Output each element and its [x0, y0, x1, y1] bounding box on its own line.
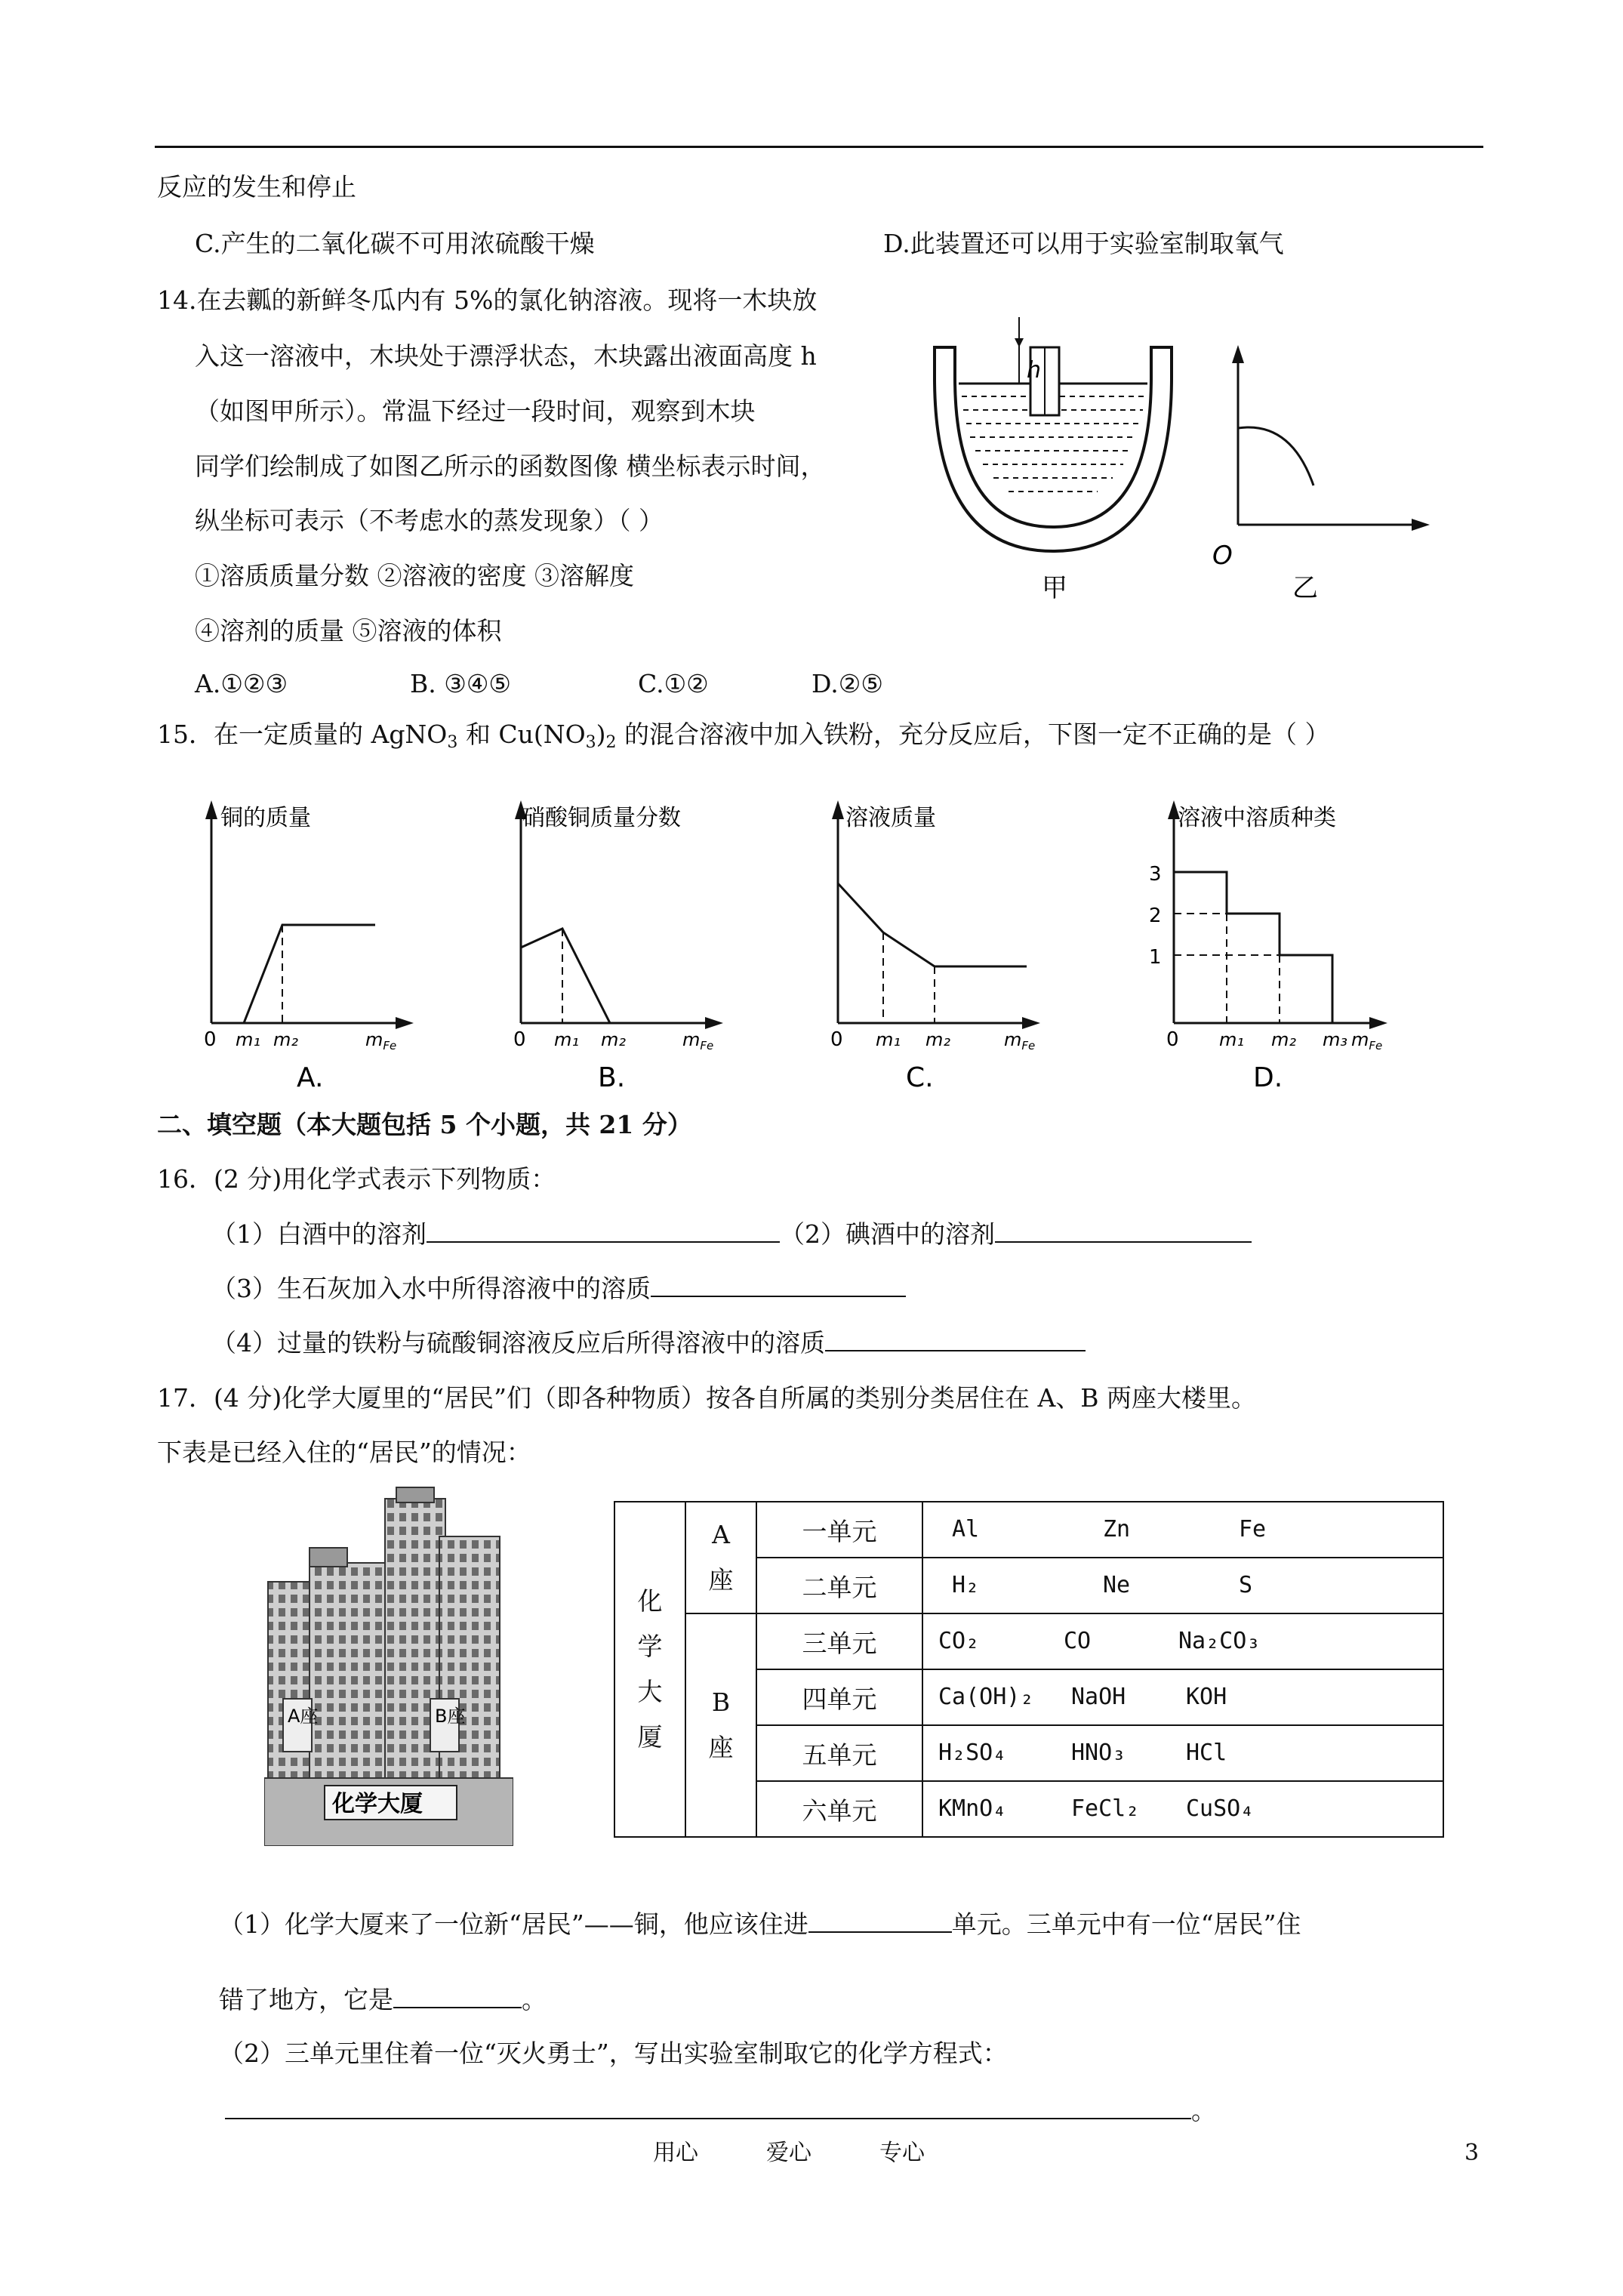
yi-label: 乙: [1292, 573, 1318, 603]
ytick-label: 2: [1149, 905, 1162, 927]
q14-line: ④溶剂的质量 ⑤溶液的体积: [195, 616, 502, 646]
answer-blank[interactable]: [427, 1219, 780, 1243]
tick-label: m₂: [601, 1029, 626, 1050]
tick-label: m₂: [273, 1029, 298, 1050]
unit-label: 四单元: [756, 1669, 922, 1725]
q14-option: C.①②: [638, 669, 709, 698]
q14-option: D.②⑤: [812, 669, 883, 698]
continued-text: 反应的发生和停止: [157, 172, 356, 202]
footer-word: 用心: [653, 2140, 698, 2166]
answer-blank[interactable]: [225, 2095, 1191, 2119]
tick-label: m₂: [1271, 1029, 1296, 1050]
q17-sub2-answer: 。: [225, 2095, 1216, 2126]
answer-blank[interactable]: [995, 1219, 1252, 1243]
building-b-sign: B座: [435, 1706, 466, 1727]
unit-label: 五单元: [756, 1725, 922, 1781]
tick-label: 0: [1166, 1028, 1179, 1051]
tick-label: $m_{Fe}$: [682, 1029, 714, 1052]
ytick-label: 1: [1149, 946, 1162, 969]
origin-label: O: [1212, 541, 1233, 571]
q17-stem: 下表是已经入住的“居民”的情况：: [157, 1438, 531, 1467]
q14-option: B. ③④⑤: [410, 669, 511, 698]
unit-label: 三单元: [756, 1613, 922, 1669]
tick-label: $m_{Fe}$: [365, 1029, 397, 1052]
residents-table: [614, 1501, 1444, 1838]
graph-a: [189, 797, 415, 1099]
footer-word: 爱心: [766, 2140, 812, 2166]
q17-sub1: （1）化学大厦来了一位新“居民”——铜，他应该住进 单元。三单元中有一位“居民”住: [219, 1909, 1301, 1939]
q14-line: 入这一溶液中，木块处于漂浮状态，木块露出液面高度 h: [195, 341, 817, 371]
table-row: Ca(OH)₂ NaOH KOH: [922, 1669, 1443, 1725]
tick-label: m₃: [1323, 1029, 1347, 1050]
q13-option-d: D.此装置还可以用于实验室制取氧气: [883, 229, 1284, 258]
tick-label: 0: [513, 1028, 526, 1051]
answer-blank[interactable]: [825, 1327, 1086, 1351]
table-row: KMnO₄ FeCl₂ CuSO₄: [922, 1781, 1443, 1837]
tick-label: m₁: [876, 1029, 901, 1050]
table-row: H₂SO₄ HNO₃ HCl: [922, 1725, 1443, 1781]
h-label: h: [1027, 357, 1042, 384]
tick-label: m₁: [1219, 1029, 1244, 1050]
unit-label: 六单元: [756, 1781, 922, 1837]
graph-c-caption: C.: [906, 1062, 934, 1093]
graph-d: [1132, 797, 1404, 1099]
graph-b-ylabel: 硝酸铜质量分数: [522, 805, 681, 831]
answer-blank[interactable]: [393, 1984, 522, 2008]
q17-sub2: （2）三单元里住着一位“灭火勇士”，写出实验室制取它的化学方程式：: [219, 2039, 1008, 2068]
graph-a-ylabel: 铜的质量: [220, 805, 311, 831]
q16-stem: 16．(2 分)用化学式表示下列物质：: [157, 1164, 556, 1194]
q14-line: 14.在去瓤的新鲜冬瓜内有 5%的氯化钠溶液。现将一木块放: [157, 285, 818, 315]
graph-b-caption: B.: [598, 1062, 626, 1093]
tick-label: 0: [830, 1028, 843, 1051]
q14-line: ①溶质质量分数 ②溶液的密度 ③溶解度: [195, 561, 634, 590]
building-b-cell: B 座: [685, 1613, 756, 1837]
tick-label: $m_{Fe}$: [1004, 1029, 1036, 1052]
graph-a-caption: A.: [297, 1062, 324, 1093]
tick-label: m₁: [554, 1029, 579, 1050]
q14-line: 纵坐标可表示（不考虑水的蒸发现象）（ ）: [195, 506, 664, 535]
unit-label: 二单元: [756, 1558, 922, 1613]
graph-b: [498, 797, 725, 1099]
figure-jia: [929, 302, 1178, 604]
q15-stem: 15．在一定质量的 AgNO$_3$ 和 $Cu(NO_3)_2$ 的混合溶液中加入铁粉，充分反应后，下图一定不正确的是（ ）: [157, 720, 1330, 752]
table-row: CO₂ CO Na₂CO₃: [922, 1613, 1443, 1669]
graph-c-ylabel: 溶液质量: [845, 805, 936, 831]
building-image: [264, 1484, 513, 1846]
table-row: Al Zn Fe: [922, 1502, 1443, 1558]
q13-option-c: C.产生的二氧化碳不可用浓硫酸干燥: [195, 229, 595, 258]
page-number: 3: [1464, 2140, 1480, 2166]
table-title-cell: 化 学 大 厦: [614, 1502, 685, 1837]
figure-yi: [1208, 344, 1434, 604]
q14-line: 同学们绘制成了如图乙所示的函数图像 横坐标表示时间，: [195, 451, 826, 481]
building-a-cell: A 座: [685, 1502, 756, 1613]
q16-item: （3）生石灰加入水中所得溶液中的溶质: [211, 1273, 906, 1304]
ytick-label: 3: [1149, 863, 1162, 886]
unit-label: 一单元: [756, 1502, 922, 1558]
tick-label: 0: [204, 1028, 217, 1051]
graph-c: [815, 797, 1064, 1099]
table-row: H₂ Ne S: [922, 1558, 1443, 1613]
answer-blank[interactable]: [651, 1273, 906, 1297]
tick-label: m₁: [236, 1029, 260, 1050]
building-name-sign: 化学大厦: [332, 1791, 423, 1817]
tick-label: m₂: [925, 1029, 950, 1050]
q14-line: （如图甲所示）。常温下经过一段时间，观察到木块: [195, 396, 756, 426]
q14-option: A.①②③: [195, 669, 288, 698]
q17-sub1-cont: 错了地方，它是 。: [219, 1985, 547, 2014]
header-rule: [155, 146, 1483, 148]
q17-stem: 17．(4 分)化学大厦里的“居民”们（即各种物质）按各自所属的类别分类居住在 A、B 两座大楼里。: [157, 1383, 1257, 1413]
answer-blank[interactable]: [808, 1909, 952, 1933]
graph-d-ylabel: 溶液中溶质种类: [1178, 805, 1336, 831]
building-a-sign: A座: [288, 1706, 319, 1727]
q16-item: （1）白酒中的溶剂 （2）碘酒中的溶剂: [211, 1219, 1252, 1250]
tick-label: $m_{Fe}$: [1351, 1029, 1383, 1052]
jia-label: 甲: [1042, 573, 1067, 603]
graph-d-caption: D.: [1253, 1062, 1283, 1093]
section-title: 二、填空题（本大题包括 5 个小题，共 21 分）: [157, 1110, 692, 1139]
footer-word: 专心: [879, 2140, 925, 2166]
q16-item: （4）过量的铁粉与硫酸铜溶液反应后所得溶液中的溶质: [211, 1327, 1086, 1358]
